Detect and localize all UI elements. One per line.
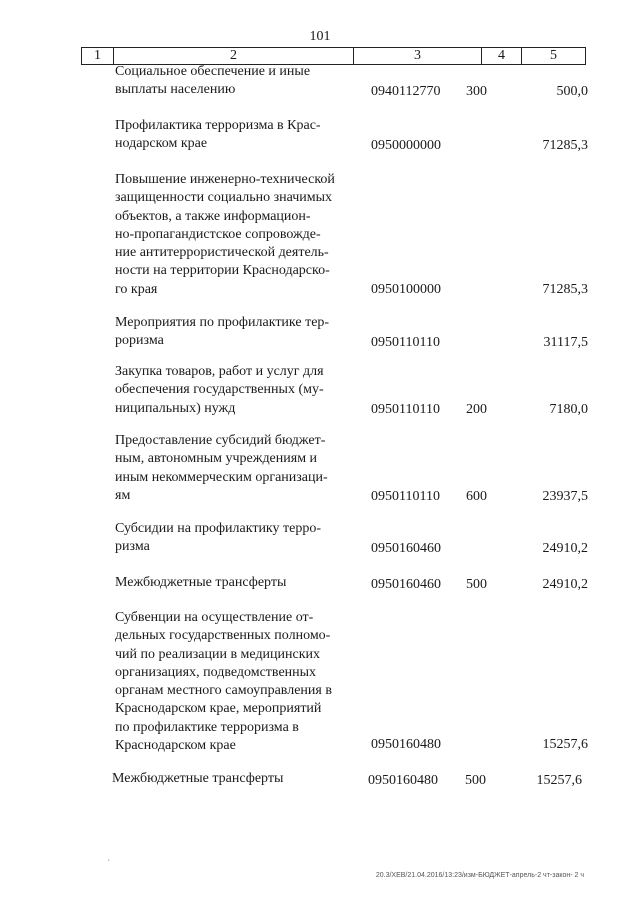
row-name bbox=[115, 609, 355, 755]
row-code: 0950160480 bbox=[371, 737, 441, 752]
row-code: 0950160480 bbox=[368, 773, 438, 788]
name-line: нодарском крае bbox=[115, 136, 208, 152]
page-number: 101 bbox=[309, 29, 331, 44]
name-line: по профилактике терроризма в bbox=[115, 719, 299, 735]
row-code: 0950160460 bbox=[371, 541, 441, 556]
name-line: иным некоммерческим организаци- bbox=[115, 469, 328, 485]
row-amount: 71285,3 bbox=[542, 138, 588, 153]
header-col-5: 5 bbox=[550, 48, 557, 63]
name-line: Закупка товаров, работ и услуг для bbox=[115, 364, 324, 379]
name-line: роризма bbox=[115, 333, 164, 349]
header-col-3: 3 bbox=[354, 48, 482, 64]
name-line: ям bbox=[115, 487, 131, 503]
row-code: 0950110110 bbox=[371, 335, 440, 350]
row-name bbox=[115, 314, 355, 351]
name-line: ризма bbox=[115, 539, 150, 555]
row-amount: 15257,6 bbox=[542, 737, 588, 752]
row-type: 500 bbox=[466, 577, 487, 592]
name-line: органам местного самоуправления в bbox=[115, 683, 332, 699]
name-line: защищенности социально значимых bbox=[115, 190, 333, 206]
table-row bbox=[0, 314, 640, 352]
row-amount: 500,0 bbox=[556, 84, 588, 99]
header-col-2: 2 bbox=[114, 48, 354, 64]
name-line: ниципальных) нужд bbox=[115, 400, 236, 416]
row-amount: 24910,2 bbox=[542, 577, 588, 592]
row-amount: 24910,2 bbox=[542, 541, 588, 556]
row-code: 0950110110 bbox=[371, 402, 440, 417]
scan-mark: ʻ bbox=[108, 858, 110, 867]
name-line: ности на территории Краснодарско- bbox=[115, 263, 330, 279]
name-line: ние антитеррористической деятель- bbox=[115, 245, 329, 261]
row-code: 0950000000 bbox=[371, 138, 441, 153]
table-row bbox=[0, 432, 640, 506]
table-row bbox=[0, 520, 640, 558]
table-row bbox=[0, 171, 640, 299]
row-type: 600 bbox=[466, 489, 487, 504]
row-amount: 71285,3 bbox=[542, 282, 588, 297]
row-code: 0950160460 bbox=[371, 577, 441, 592]
row-amount: 23937,5 bbox=[542, 489, 588, 504]
row-name bbox=[115, 363, 355, 418]
name-line: организациях, подведомственных bbox=[115, 664, 317, 680]
row-name bbox=[115, 117, 355, 154]
footer-stamp: 20.3/ХЕВ/21.04.2016/13:23/изм-БЮДЖЕТ-апрель-2 чт-закон- 2 ч bbox=[375, 872, 584, 879]
name-line: но-пропагандистское сопровожде- bbox=[115, 226, 321, 242]
row-name bbox=[115, 520, 355, 557]
row-name bbox=[112, 770, 352, 788]
row-amount: 15257,6 bbox=[536, 773, 582, 788]
row-name bbox=[115, 432, 355, 505]
name-line: выплаты населению bbox=[115, 82, 236, 98]
name-line: Краснодарском крае, мероприятий bbox=[115, 701, 322, 717]
row-amount: 7180,0 bbox=[549, 402, 588, 417]
table-row bbox=[0, 363, 640, 419]
table-row bbox=[0, 574, 640, 594]
name-line: Субсидии на профилактику терро- bbox=[115, 521, 322, 536]
name-line: Субвенции на осуществление от- bbox=[115, 610, 314, 625]
name-line: дельных государственных полномо- bbox=[115, 628, 331, 644]
row-name bbox=[115, 63, 355, 100]
row-type: 200 bbox=[466, 402, 487, 417]
name-line: Предоставление субсидий бюджет- bbox=[115, 433, 326, 448]
row-code: 0940112770 bbox=[371, 84, 441, 99]
name-line: обеспечения государственных (му- bbox=[115, 382, 324, 398]
row-type: 300 bbox=[466, 84, 487, 99]
row-type: 500 bbox=[465, 773, 486, 788]
name-line: го края bbox=[115, 281, 158, 297]
name-line: Социальное обеспечение и иные bbox=[115, 64, 311, 79]
header-col-1: 1 bbox=[82, 48, 114, 64]
table-row bbox=[0, 770, 640, 790]
name-line: Краснодарском крае bbox=[115, 738, 236, 754]
name-line: Межбюджетные трансферты bbox=[112, 771, 284, 786]
row-code: 0950110110 bbox=[371, 489, 440, 504]
row-name bbox=[115, 574, 355, 592]
name-line: Мероприятия по профилактике тер- bbox=[115, 315, 330, 330]
name-line: ным, автономным учреждениям и bbox=[115, 451, 318, 467]
table-row bbox=[0, 63, 640, 101]
table-row bbox=[0, 117, 640, 155]
name-line: чий по реализации в медицинских bbox=[115, 646, 321, 662]
name-line: Межбюджетные трансферты bbox=[115, 575, 287, 590]
name-line: Профилактика терроризма в Крас- bbox=[115, 118, 321, 133]
row-name bbox=[115, 171, 355, 299]
row-amount: 31117,5 bbox=[543, 335, 588, 350]
table-row bbox=[0, 609, 640, 754]
name-line: объектов, а также информацион- bbox=[115, 208, 311, 224]
row-code: 0950100000 bbox=[371, 282, 441, 297]
header-col-4: 4 bbox=[482, 48, 522, 64]
name-line: Повышение инженерно-технической bbox=[115, 172, 335, 187]
